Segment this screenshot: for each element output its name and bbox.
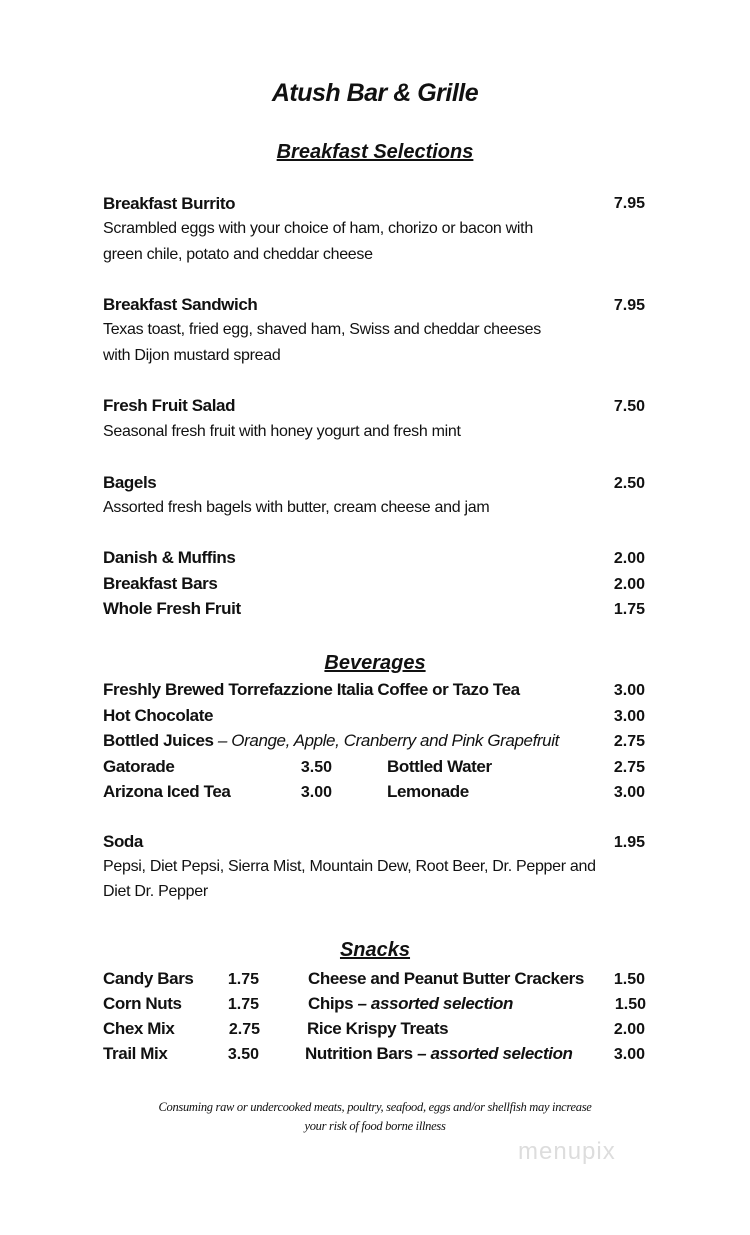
item-name: Cheese and Peanut Butter Crackers: [308, 969, 584, 988]
item-detail: – Orange, Apple, Cranberry and Pink Grapefruit: [213, 731, 559, 750]
item-description: Seasonal fresh fruit with honey yogurt and fresh mint: [103, 423, 461, 440]
item-name: Nutrition Bars: [305, 1044, 413, 1063]
item-price: 1.75: [613, 601, 645, 618]
item-price: 3.50: [227, 1046, 259, 1063]
item-description: Assorted fresh bagels with butter, cream cheese and jam: [103, 499, 490, 516]
item-price: 1.50: [613, 971, 645, 988]
item-description: Texas toast, fried egg, shaved ham, Swiss and cheddar cheeses: [103, 321, 541, 338]
item-name: Chips: [308, 994, 354, 1013]
item-name: Breakfast Burrito: [103, 194, 236, 213]
disclaimer-text: Consuming raw or undercooked meats, poultry, seafood, eggs and/or shellfish may increase: [158, 1100, 592, 1114]
item-name: Corn Nuts: [103, 994, 182, 1013]
item-price: 2.00: [613, 550, 645, 567]
item-price: 1.75: [227, 996, 259, 1013]
item-name: Whole Fresh Fruit: [103, 599, 241, 618]
item-name: Candy Bars: [103, 969, 194, 988]
item-description: with Dijon mustard spread: [103, 347, 281, 364]
item-name: Rice Krispy Treats: [307, 1019, 449, 1038]
item-price: 1.95: [613, 834, 645, 851]
item-name: Bottled Water: [387, 757, 492, 776]
item-price: 3.00: [613, 784, 645, 801]
item-name: Bottled Juices: [103, 731, 214, 750]
section-heading-beverages: Beverages: [324, 652, 426, 674]
item-price: 3.00: [613, 682, 645, 699]
item-name: Chex Mix: [103, 1019, 175, 1038]
disclaimer-text: your risk of food borne illness: [304, 1119, 446, 1133]
item-price: 2.00: [613, 576, 645, 593]
item-description: Scrambled eggs with your choice of ham, chorizo or bacon with: [103, 220, 533, 237]
restaurant-title: Atush Bar & Grille: [271, 79, 479, 107]
section-heading-breakfast: Breakfast Selections: [276, 141, 474, 163]
item-price: 3.50: [300, 759, 332, 776]
item-price: 1.75: [227, 971, 259, 988]
item-description: Pepsi, Diet Pepsi, Sierra Mist, Mountain Dew, Root Beer, Dr. Pepper and: [103, 858, 596, 875]
item-name: Lemonade: [387, 782, 469, 801]
item-line: [103, 731, 559, 751]
item-detail: – assorted selection: [353, 994, 514, 1013]
item-name: Breakfast Sandwich: [103, 295, 258, 314]
item-price: 2.00: [613, 1021, 645, 1038]
item-name: Breakfast Bars: [103, 574, 218, 593]
item-name: Arizona Iced Tea: [103, 782, 231, 801]
item-price: 2.75: [228, 1021, 260, 1038]
item-name: Bagels: [103, 473, 157, 492]
watermark-logo: menupix: [518, 1138, 616, 1165]
item-line: [305, 1044, 573, 1064]
item-name: Hot Chocolate: [103, 706, 214, 725]
item-name: Fresh Fruit Salad: [103, 396, 236, 415]
item-description: Diet Dr. Pepper: [103, 883, 208, 900]
item-price: 2.75: [613, 759, 645, 776]
item-price: 7.95: [613, 297, 645, 314]
item-name: Trail Mix: [103, 1044, 168, 1063]
item-price: 7.50: [613, 398, 645, 415]
item-line: [308, 994, 513, 1014]
item-price: 3.00: [613, 1046, 645, 1063]
item-name: Gatorade: [103, 757, 175, 776]
item-name: Danish & Muffins: [103, 548, 236, 567]
item-price: 3.00: [613, 708, 645, 725]
item-price: 2.50: [613, 475, 645, 492]
item-name: Soda: [103, 832, 143, 851]
item-price: 1.50: [614, 996, 646, 1013]
item-price: 3.00: [300, 784, 332, 801]
item-name: Freshly Brewed Torrefazzione Italia Coffee or Tazo Tea: [103, 680, 520, 699]
item-detail: – assorted selection: [412, 1044, 573, 1063]
item-description: green chile, potato and cheddar cheese: [103, 246, 373, 263]
item-price: 2.75: [613, 733, 645, 750]
section-heading-snacks: Snacks: [339, 939, 411, 961]
item-price: 7.95: [613, 195, 645, 212]
